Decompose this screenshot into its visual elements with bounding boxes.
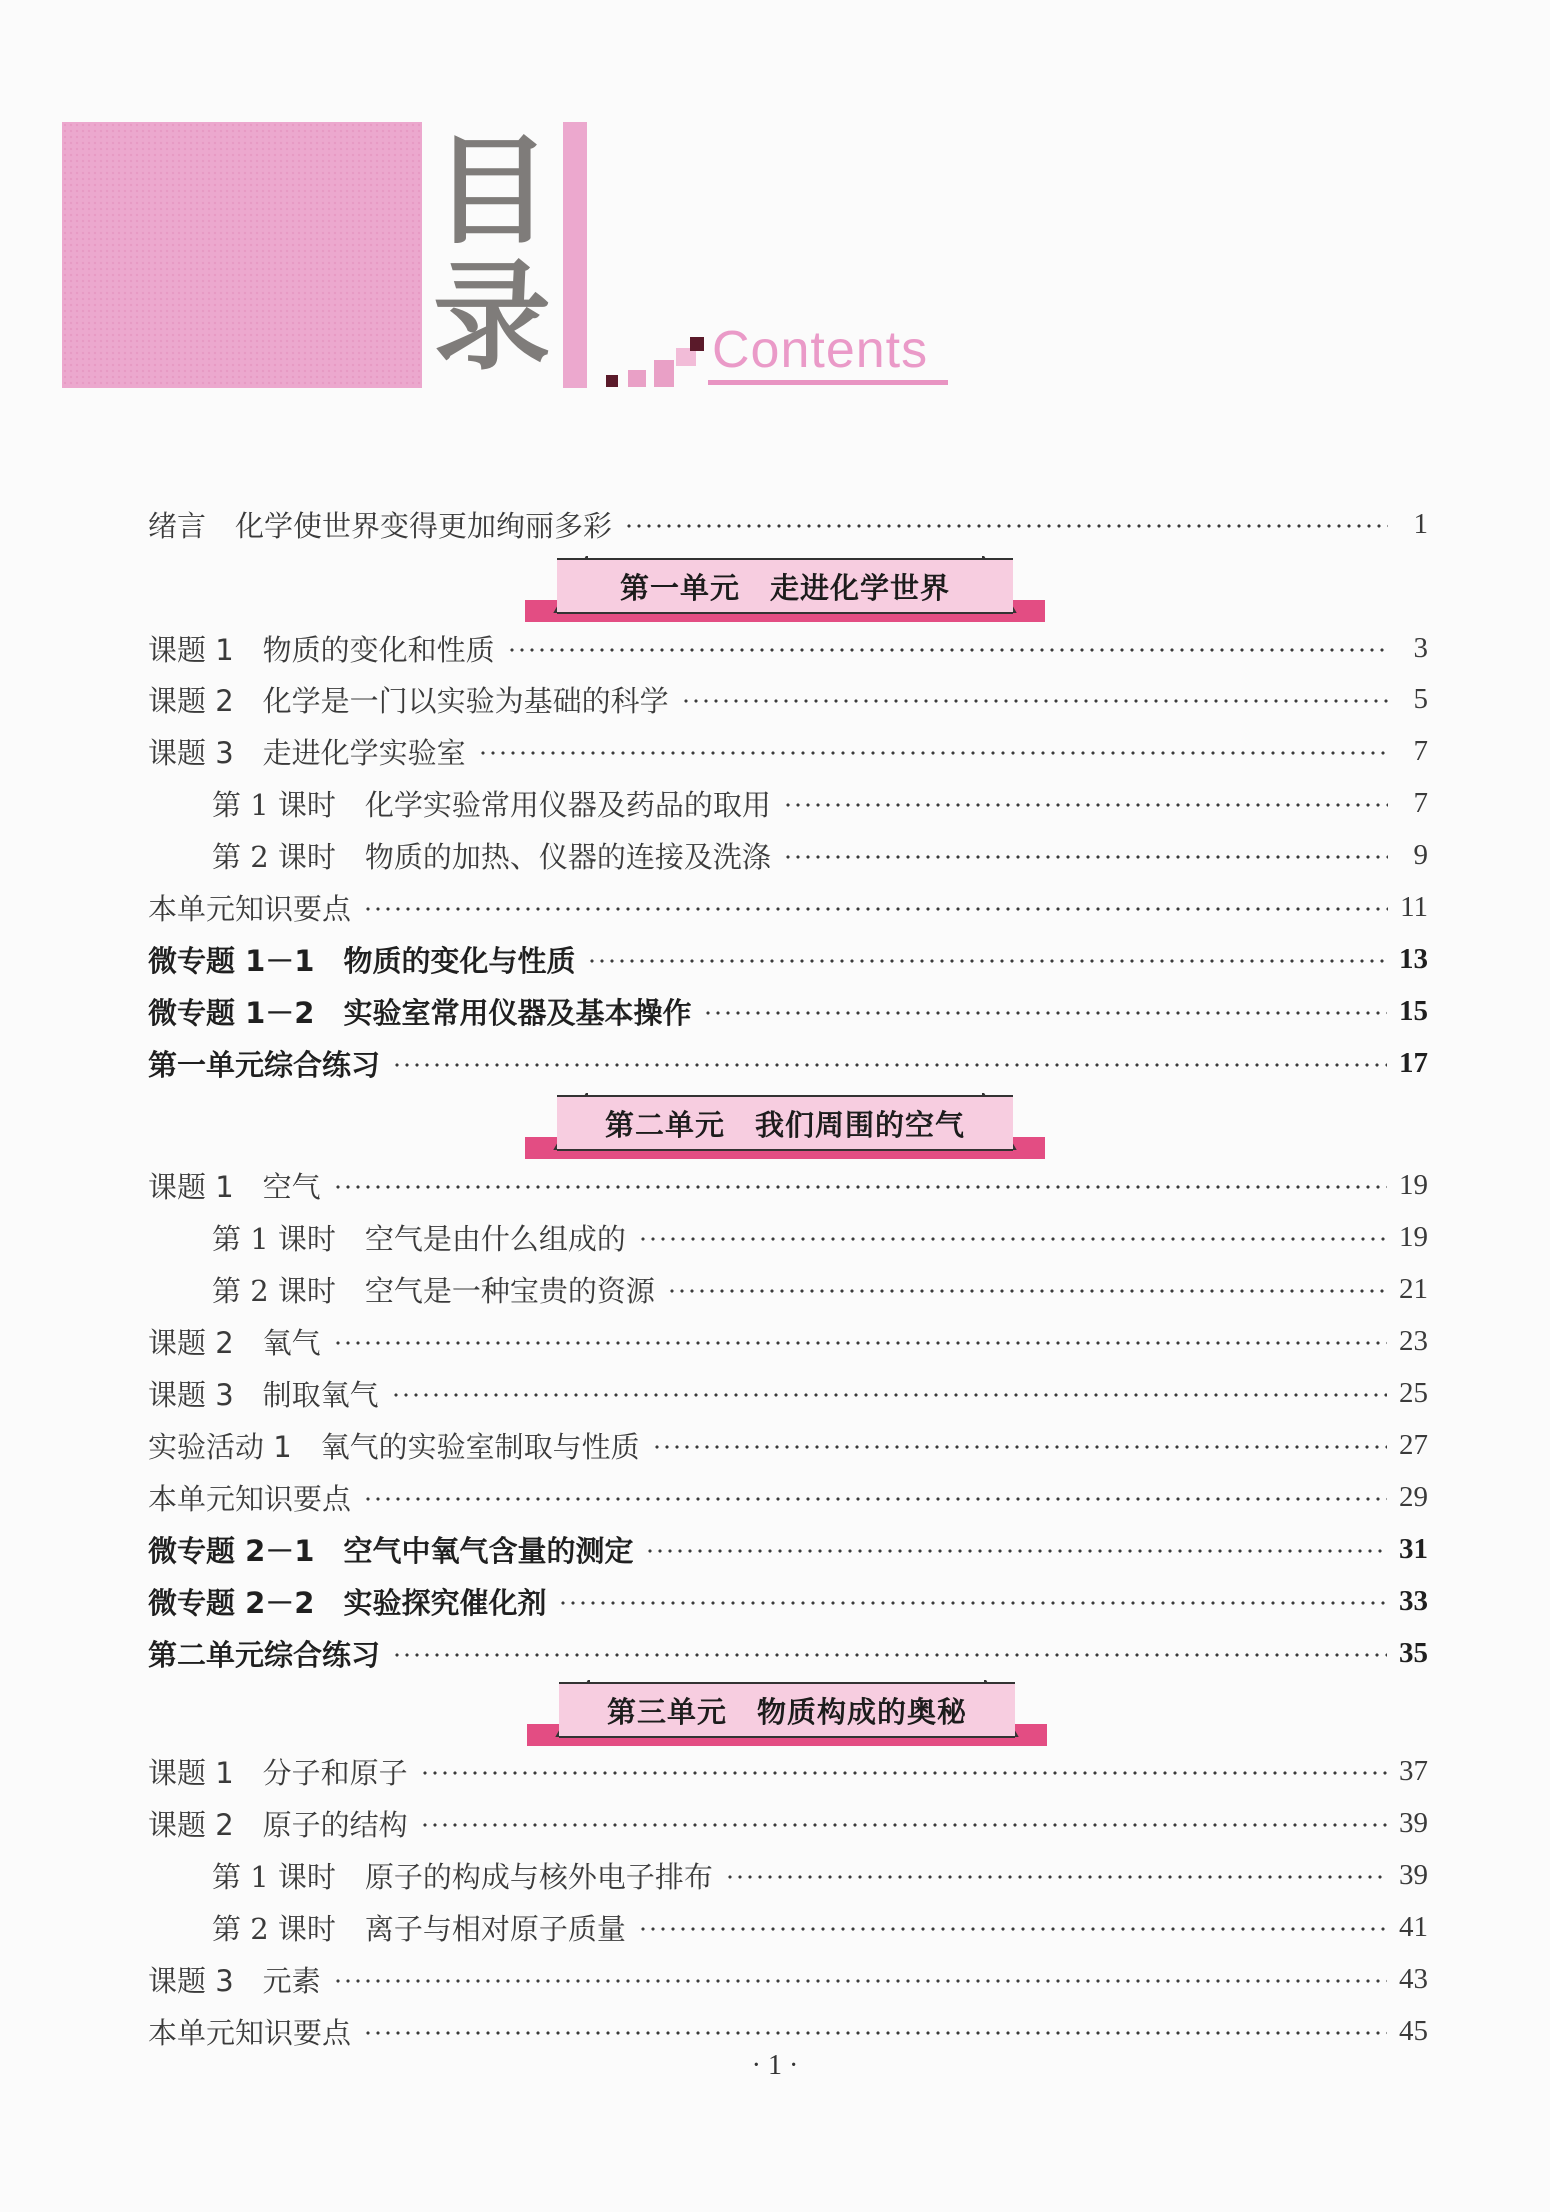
- toc-entry-title: 微专题 1－1 物质的变化与性质: [148, 943, 576, 978]
- toc-entry[interactable]: [148, 673, 1428, 725]
- dot-leader: [391, 1392, 1387, 1398]
- unit-banner: [527, 1680, 1047, 1748]
- toc-entry-title: 第 2 课时 离子与相对原子质量: [212, 1911, 626, 1946]
- dot-leader: [652, 1444, 1387, 1450]
- page-title-char-1: 目: [432, 122, 551, 260]
- toc-entry-page: 37: [1399, 1754, 1428, 1787]
- dot-leader: [392, 1062, 1387, 1068]
- toc-entry[interactable]: [148, 985, 1428, 1037]
- toc-entry-page: 41: [1399, 1910, 1428, 1943]
- toc-entry[interactable]: [148, 1745, 1428, 1797]
- unit-banner-title: 第三单元 物质构成的奥秘: [559, 1682, 1015, 1738]
- toc-entry[interactable]: [148, 498, 1428, 550]
- toc-entry-page: 39: [1399, 1806, 1428, 1839]
- dot-leader: [363, 1496, 1387, 1502]
- toc-entry-title: 第 1 课时 化学实验常用仪器及药品的取用: [212, 787, 771, 822]
- toc-entry-page: 17: [1399, 1046, 1428, 1079]
- toc-entry-title: 第 1 课时 空气是由什么组成的: [212, 1221, 626, 1256]
- toc-entry[interactable]: [148, 1471, 1428, 1523]
- toc-entry[interactable]: [212, 777, 1428, 829]
- toc-entry-page: 9: [1413, 838, 1428, 871]
- toc-entry[interactable]: [148, 1953, 1428, 2005]
- toc-entry[interactable]: [148, 1367, 1428, 1419]
- toc-entry-page: 15: [1399, 994, 1428, 1027]
- toc-entry-page: 45: [1399, 2014, 1428, 2047]
- toc-entry[interactable]: [148, 933, 1428, 985]
- toc-entry-title: 微专题 2－1 空气中氧气含量的测定: [148, 1533, 634, 1568]
- toc-entry-page: 27: [1399, 1428, 1428, 1461]
- toc-entry-title: 本单元知识要点: [148, 1481, 352, 1516]
- dot-leader: [624, 523, 1388, 529]
- toc-entry-title: 课题 2 氧气: [148, 1325, 321, 1360]
- toc-entry[interactable]: [148, 1419, 1428, 1471]
- toc-entry[interactable]: [148, 1159, 1428, 1211]
- toc-entry[interactable]: [148, 1315, 1428, 1367]
- toc-entry-page: 13: [1399, 942, 1428, 975]
- toc-entry-page: 7: [1413, 734, 1428, 767]
- toc-entry-title: 实验活动 1 氧气的实验室制取与性质: [148, 1429, 640, 1464]
- toc-entry-title: 课题 3 走进化学实验室: [148, 735, 466, 770]
- dot-leader: [645, 1548, 1387, 1554]
- toc-entry-title: 第 2 课时 物质的加热、仪器的连接及洗涤: [212, 839, 771, 874]
- toc-entry-page: 43: [1399, 1962, 1428, 1995]
- toc-entry-title: 绪言 化学使世界变得更加绚丽多彩: [148, 508, 613, 543]
- page-number: · 1 ·: [751, 2050, 799, 2081]
- toc-entry-title: 第二单元综合练习: [148, 1637, 381, 1672]
- toc-entry-page: 7: [1413, 786, 1428, 819]
- dot-leader: [333, 1184, 1387, 1190]
- dot-leader: [783, 802, 1388, 808]
- toc-entry[interactable]: [212, 1849, 1428, 1901]
- toc-entry-title: 第一单元综合练习: [148, 1047, 381, 1082]
- toc-entry-title: 课题 2 原子的结构: [148, 1807, 408, 1842]
- toc-entry[interactable]: [148, 622, 1428, 674]
- toc-entry-title: 本单元知识要点: [148, 891, 352, 926]
- toc-entry-page: 29: [1399, 1480, 1428, 1513]
- toc-entry-page: 33: [1399, 1584, 1428, 1617]
- toc-entry-title: 课题 1 物质的变化和性质: [148, 632, 495, 667]
- dot-leader: [333, 1340, 1387, 1346]
- toc-entry-title: 微专题 2－2 实验探究催化剂: [148, 1585, 547, 1620]
- dot-leader: [703, 1010, 1387, 1016]
- unit-banner-title: 第二单元 我们周围的空气: [557, 1095, 1013, 1151]
- toc-entry-page: 35: [1399, 1636, 1428, 1669]
- toc-entry-page: 21: [1399, 1272, 1428, 1305]
- toc-entry-title: 课题 3 元素: [148, 1963, 321, 1998]
- dot-leader: [725, 1874, 1387, 1880]
- unit-banner-title: 第一单元 走进化学世界: [557, 558, 1013, 614]
- dot-leader: [363, 2030, 1387, 2036]
- dot-leader: [363, 906, 1388, 912]
- toc-entry-title: 本单元知识要点: [148, 2015, 352, 2050]
- toc-entry[interactable]: [148, 881, 1428, 933]
- toc-entry[interactable]: [212, 1901, 1428, 1953]
- dot-leader: [333, 1978, 1387, 1984]
- toc-entry-title: 课题 2 化学是一门以实验为基础的科学: [148, 683, 669, 718]
- toc-entry-title: 微专题 1－2 实验室常用仪器及基本操作: [148, 995, 692, 1030]
- page-title-char-2: 录: [432, 248, 551, 386]
- dot-leader: [558, 1600, 1387, 1606]
- dot-leader: [420, 1822, 1387, 1828]
- toc-entry-page: 31: [1399, 1532, 1428, 1565]
- unit-banner: [525, 556, 1045, 624]
- toc-entry-page: 11: [1400, 890, 1428, 923]
- toc-entry[interactable]: [212, 1263, 1428, 1315]
- toc-entry[interactable]: [212, 829, 1428, 881]
- toc-entry-page: 39: [1399, 1858, 1428, 1891]
- toc-entry-title: 课题 1 空气: [148, 1169, 321, 1204]
- toc-entry-page: 5: [1413, 682, 1428, 715]
- toc-entry[interactable]: [148, 1575, 1428, 1627]
- toc-entry-title: 课题 3 制取氧气: [148, 1377, 379, 1412]
- toc-entry[interactable]: [148, 1037, 1428, 1089]
- dot-leader: [681, 698, 1388, 704]
- dot-leader: [507, 647, 1388, 653]
- toc-entry-title: 第 1 课时 原子的构成与核外电子排布: [212, 1859, 713, 1894]
- dot-leader: [667, 1288, 1387, 1294]
- dot-leader: [638, 1236, 1387, 1242]
- dot-leader: [420, 1770, 1387, 1776]
- toc-entry-page: 19: [1399, 1168, 1428, 1201]
- toc-entry-page: 1: [1413, 507, 1428, 540]
- toc-entry[interactable]: [148, 1797, 1428, 1849]
- dot-leader: [783, 854, 1388, 860]
- toc-entry-title: 第 2 课时 空气是一种宝贵的资源: [212, 1273, 655, 1308]
- toc-entry-page: 25: [1399, 1376, 1428, 1409]
- dot-leader: [587, 958, 1387, 964]
- toc-entry-page: 23: [1399, 1324, 1428, 1357]
- dot-leader: [638, 1926, 1387, 1932]
- dot-leader: [392, 1652, 1387, 1658]
- dot-leader: [478, 750, 1388, 756]
- contents-subtitle: Contents: [712, 321, 929, 379]
- toc-entry-title: 课题 1 分子和原子: [148, 1755, 408, 1790]
- toc-entry[interactable]: [212, 1211, 1428, 1263]
- toc-entry-page: 19: [1399, 1220, 1428, 1253]
- toc-entry[interactable]: [148, 1627, 1428, 1679]
- toc-entry-page: 3: [1413, 631, 1428, 664]
- toc-entry[interactable]: [148, 1523, 1428, 1575]
- unit-banner: [525, 1093, 1045, 1161]
- toc-entry[interactable]: [148, 725, 1428, 777]
